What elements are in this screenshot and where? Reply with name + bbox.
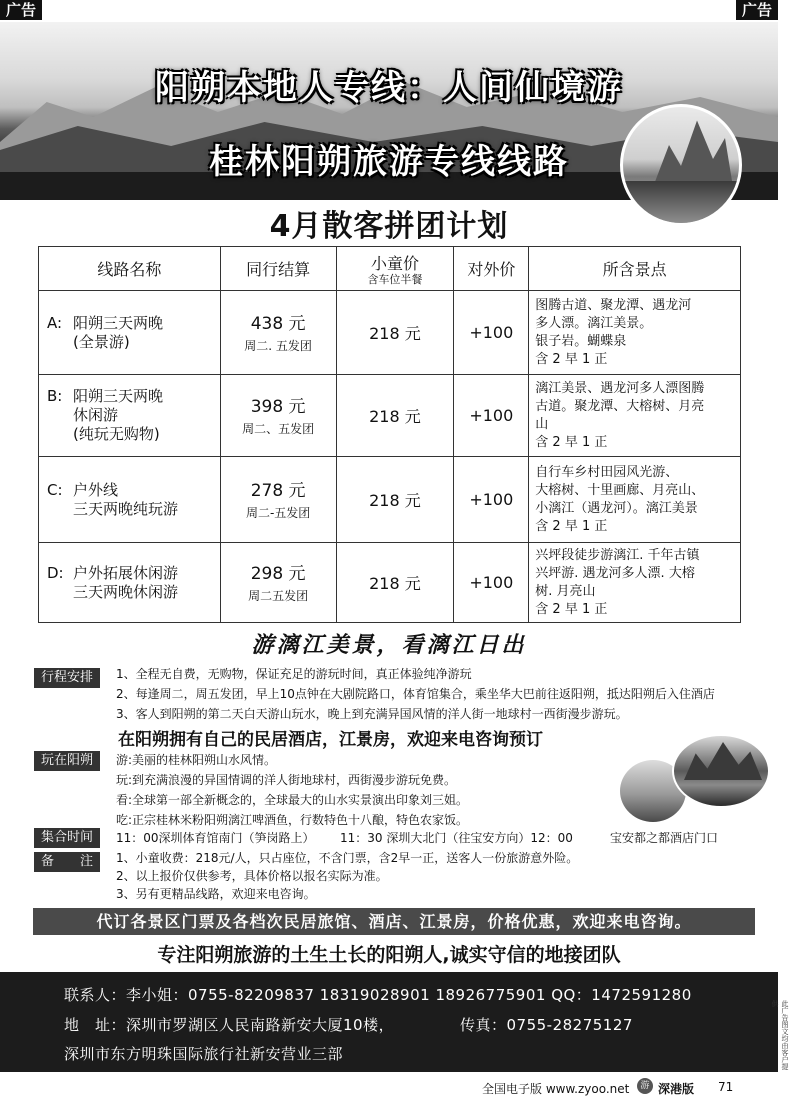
trade-price-c: 278 元 周二-五发团 [220,457,336,543]
trade-price-a: 438 元 周二. 五发团 [220,291,336,375]
meeting-label: 集合时间 [34,828,100,848]
contact-line: 联系人：李小姐：0755-82209837 18319028901 18926775901 QQ：1472591280 [64,986,692,1004]
page-title: 4月散客拼团计划 [269,209,509,244]
trade-price-b: 398 元 周二、五发团 [220,375,336,457]
child-price-b: 218 元 [336,375,454,457]
page-number: 71 [718,1080,734,1094]
route-name-d: D: 户外拓展休闲游 三天两晚休闲游 [39,543,221,623]
external-price-d: +100 [454,543,529,623]
meeting-time-1: 11：00深圳体育馆南门（笋岗路上） [116,831,315,845]
karst-peak [684,742,762,780]
notes-line-1: 1、小童收费：218元/人，只占座位，不含门票，含2早一正，送客人一份旅游意外险。 [116,851,579,865]
external-price-a: +100 [454,291,529,375]
route-name-b: B: 阳朔三天两晚 休闲游 (纯玩无购物) [39,375,221,457]
meeting-time-3: 宝安都之都酒店门口 [610,831,719,845]
site-url: 全国电子版 www.zyoo.net [482,1082,630,1096]
fun-line-4: 吃:正宗桂林米粉阳朔漓江啤酒鱼，行数特色十八酿，特色农家饭。 [116,813,469,827]
header-route: 线路名称 [39,247,221,291]
ad-tag-right: 广告 [736,0,778,20]
route-table [38,246,741,623]
header-child-label: 小童价 [370,254,419,273]
edition-label: 深港版 [658,1082,695,1096]
magazine-logo-icon: 游 [637,1078,653,1094]
scenic-d: 兴坪段徒步游漓江. 千年古镇 兴坪游. 遇龙河多人漂. 大榕 树. 月亮山 含 2 早 1 正 [529,543,741,623]
route-name-a: A: 阳朔三天两晚 (全景游) [39,291,221,375]
child-price-a: 218 元 [336,291,454,375]
ticket-service-bar: 代订各景区门票及各档次民居旅馆、酒店、江景房，价格优惠，欢迎来电咨询。 [33,908,755,935]
header-trade-price: 同行结算 [220,247,336,291]
table-row [39,457,741,543]
external-price-c: +100 [454,457,529,543]
meeting-time-2: 11：30 深圳大北门（往宝安方向）12：00 [340,831,573,845]
table-header-row [39,247,741,291]
fun-line-3: 看:全球第一部全新概念的，全球最大的山水实景演出印象刘三姐。 [116,793,469,807]
itinerary-line-1: 1、全程无自费，无购物，保证充足的游玩时间，真正体验纯净游玩 [116,667,472,681]
side-note: 此广告图文均由客户提供 [771,1000,789,1070]
tagline: 专注阳朔旅游的土生土长的阳朔人,诚实守信的地接团队 [157,944,621,966]
fun-label: 玩在阳朔 [34,751,100,771]
trade-price-d: 298 元 周二五发团 [220,543,336,623]
itinerary-label: 行程安排 [34,668,100,688]
notes-line-2: 2、以上报价仅供参考，具体价格以报名实际为准。 [116,869,388,883]
external-price-b: +100 [454,375,529,457]
notes-line-3: 3、另有更精品线路，欢迎来电咨询。 [116,887,316,901]
karst-peak [653,117,733,187]
child-price-c: 218 元 [336,457,454,543]
banner-title-2: 桂林阳朔旅游专线线路 [209,142,569,182]
itinerary-line-2: 2、每逢周二，周五发团，早上10点钟在大剧院路口，体育馆集合，乘坐华大巴前往返阳朔，抵达阳朔后入住酒店 [116,687,715,701]
scenic-b: 漓江美景、遇龙河多人漂图腾 古道。聚龙潭、大榕树、月亮 山 含 2 早 1 正 [529,375,741,457]
scenic-c: 自行车乡村田园风光游、 大榕树、十里画廊、月亮山、 小漓江（遇龙河）。漓江美景 含 2 早 1 正 [529,457,741,543]
notes-label: 备 注 [34,852,100,872]
scenic-a: 图腾古道、聚龙潭、遇龙河 多人漂。漓江美景。 银子岩。蝴蝶泉 含 2 早 1 正 [529,291,741,375]
contact-footer [0,972,778,1072]
fun-line-1: 游:美丽的桂林阳朔山水风情。 [116,753,277,767]
company-line: 深圳市东方明珠国际旅行社新安营业三部 [64,1045,344,1063]
table-row [39,543,741,623]
address-line: 地 址：深圳市罗湖区人民南路新安大厦10楼， [64,1016,395,1034]
table-row [39,291,741,375]
table-row [39,375,741,457]
header-child-note: 含车位半餐 [367,273,423,286]
ad-tag-left: 广告 [0,0,42,20]
fax-line: 传真：0755-28275127 [460,1016,633,1034]
header-scenic: 所含景点 [529,247,741,291]
child-price-d: 218 元 [336,543,454,623]
hotel-headline: 在阳朔拥有自己的民居酒店，江景房，欢迎来电咨询预订 [118,730,543,750]
header-external-price: 对外价 [454,247,529,291]
slogan: 游漓江美景，看漓江日出 [251,632,527,658]
banner-title-1: 阳朔本地人专线：人间仙境游 [155,68,623,108]
header-child-price [336,247,454,291]
itinerary-line-3: 3、客人到阳朔的第二天白天游山玩水，晚上到充满异国风情的洋人街一地球村一西街漫步游玩。 [116,707,628,721]
route-name-c: C: 户外线 三天两晚纯玩游 [39,457,221,543]
fun-line-2: 玩:到充满浪漫的异国情调的洋人街地球村，西街漫步游玩免费。 [116,773,457,787]
landscape-photo [672,734,770,808]
